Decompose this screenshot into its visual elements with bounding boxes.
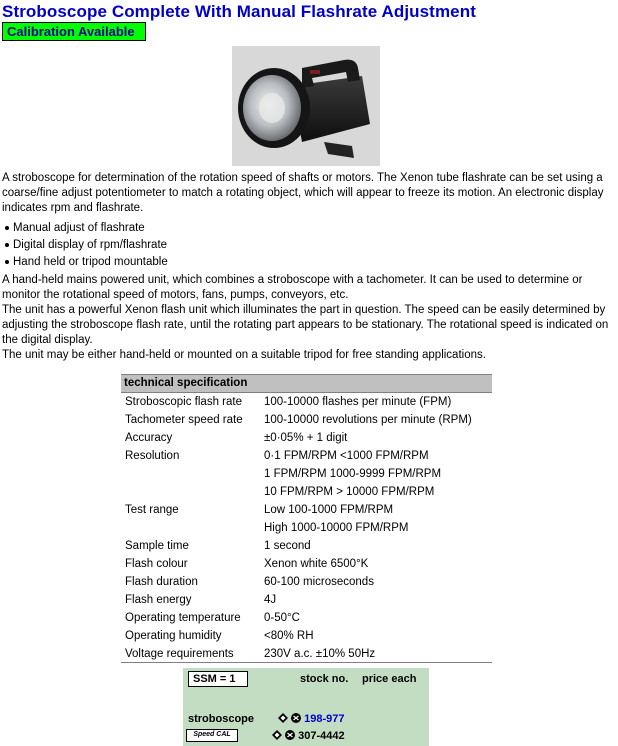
- product-name: stroboscope: [188, 713, 255, 725]
- ssm-label: SSM = 1: [188, 671, 248, 687]
- spec-value: 230V a.c. ±10% 50Hz: [264, 648, 376, 660]
- description-paragraph-2: The unit has a powerful Xenon flash unit which illuminates the part in question. The speed can be easily determined by adjusting the stroboscope flash rate, until the rotating part appears to be stationary. The rotational speed is indicated on the digital display.: [2, 304, 609, 346]
- calibration-available-link[interactable]: Calibration Available: [2, 22, 146, 41]
- table-row: [121, 519, 492, 537]
- spec-table-heading: technical specification: [121, 374, 492, 393]
- spec-label: Operating temperature: [125, 612, 241, 624]
- spec-label: Flash energy: [125, 594, 192, 606]
- spec-table: [121, 374, 492, 663]
- bullet-icon: [5, 226, 9, 230]
- spec-value: Xenon white 6500°K: [264, 558, 369, 570]
- speed-cal-logo: Speed CAL: [186, 729, 238, 742]
- spec-label: Voltage requirements: [125, 648, 234, 660]
- price-each-header: price each: [362, 673, 417, 685]
- bullet-icon: [5, 260, 9, 264]
- spec-value: <80% RH: [264, 630, 314, 642]
- spec-value: 1 FPM/RPM 1000-9999 FPM/RPM: [264, 468, 442, 480]
- spec-label: Stroboscopic flash rate: [125, 396, 242, 408]
- spec-value: 10 FPM/RPM > 10000 FPM/RPM: [264, 486, 435, 498]
- calibration-stock-code: [272, 730, 345, 742]
- list-item: Digital display of rpm/flashrate: [2, 238, 168, 255]
- table-row: [121, 429, 492, 447]
- stock-no-header: stock no.: [300, 673, 349, 685]
- spec-table-bottom-rule: [121, 662, 492, 663]
- order-box: [183, 668, 429, 746]
- list-item: Manual adjust of flashrate: [2, 221, 168, 238]
- table-row: [121, 483, 492, 501]
- page-title: Stroboscope Complete With Manual Flashrate Adjustment: [2, 2, 476, 21]
- spec-label: Tachometer speed rate: [125, 414, 243, 426]
- table-row: [121, 555, 492, 573]
- description-paragraph-3: The unit may be either hand-held or mounted on a suitable tripod for free standing applications.: [2, 349, 486, 361]
- spec-value: 0-50°C: [264, 612, 300, 624]
- spec-value: High 1000-10000 FPM/RPM: [264, 522, 409, 534]
- spec-value: 4J: [264, 594, 277, 606]
- circle-icon: [285, 730, 295, 740]
- intro-paragraph: A stroboscope for determination of the rotation speed of shafts or motors. The Xenon tube flashrate can be set using a coarse/fine adjust potentiometer to match a rotating object, which will appear to freeze its motion. An electronic display indicates rpm and flashrate.: [2, 172, 604, 214]
- table-row: [121, 411, 492, 429]
- table-row: [121, 465, 492, 483]
- spec-value: 0·1 FPM/RPM <1000 FPM/RPM: [264, 450, 429, 462]
- list-item: Hand held or tripod mountable: [2, 255, 168, 272]
- table-row: [121, 393, 492, 411]
- spec-value: Low 100-1000 FPM/RPM: [264, 504, 394, 516]
- table-row: [121, 609, 492, 627]
- calibration-stock-number: 307-4442: [298, 730, 345, 742]
- spec-value: 100-10000 revolutions per minute (RPM): [264, 414, 472, 426]
- stroboscope-image: [232, 46, 380, 166]
- diamond-icon: [278, 713, 288, 723]
- table-row: [121, 573, 492, 591]
- spec-label: Resolution: [125, 450, 180, 462]
- stroboscope-stock-code: [278, 713, 345, 725]
- table-row: [121, 627, 492, 645]
- bullet-icon: [5, 243, 9, 247]
- spec-label: Flash colour: [125, 558, 188, 570]
- table-row: [121, 501, 492, 519]
- spec-label: Flash duration: [125, 576, 198, 588]
- product-photo: [232, 46, 380, 166]
- table-row: [121, 537, 492, 555]
- diamond-icon: [272, 730, 282, 740]
- spec-label: Test range: [125, 504, 179, 516]
- spec-value: ±0·05% + 1 digit: [264, 432, 348, 444]
- spec-label: Accuracy: [125, 432, 173, 444]
- spec-label: Operating humidity: [125, 630, 222, 642]
- spec-label: Sample time: [125, 540, 189, 552]
- table-row: [121, 447, 492, 465]
- spec-value: 1 second: [264, 540, 311, 552]
- spec-rows: [121, 393, 492, 663]
- stock-number-link[interactable]: 198-977: [304, 713, 345, 725]
- circle-icon: [291, 713, 301, 723]
- feature-list: [2, 221, 168, 272]
- spec-value: 100-10000 flashes per minute (FPM): [264, 396, 452, 408]
- spec-value: 60-100 microseconds: [264, 576, 374, 588]
- description-paragraph-1: A hand-held mains powered unit, which combines a stroboscope with a tachometer. It can be used to determine or monitor the rotational speed of motors, fans, pumps, conveyors, etc.: [2, 274, 583, 301]
- table-row: [121, 591, 492, 609]
- table-row: [121, 645, 492, 663]
